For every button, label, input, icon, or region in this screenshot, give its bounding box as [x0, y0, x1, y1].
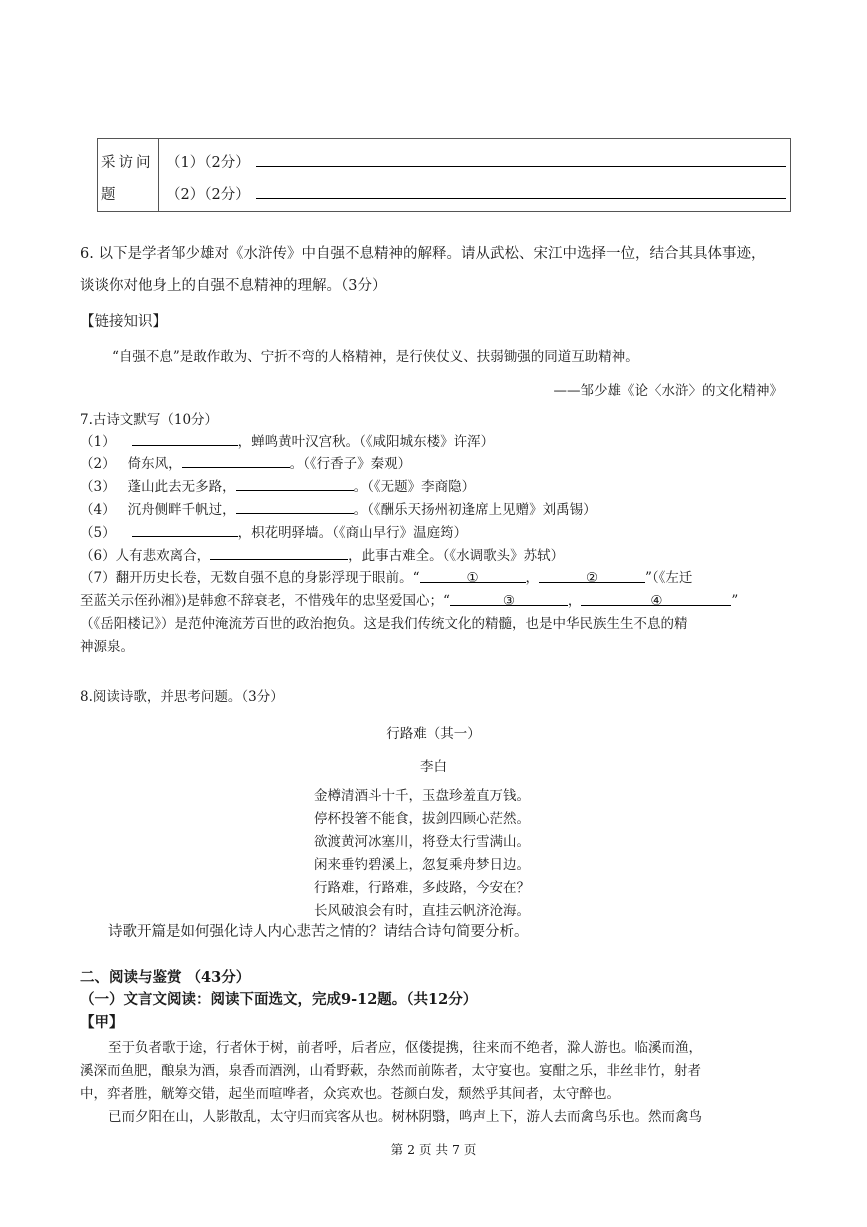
q7-item-3: [80, 476, 475, 497]
poem-line-6: 长风破浪会有时，直挂云帆济沧海。: [314, 903, 530, 919]
q6-line-2: 谈谈你对他身上的自强不息精神的理解。（3分）: [80, 278, 387, 294]
q7-item-7-b: ”（《左迁: [645, 570, 693, 586]
q7-item-5: [80, 522, 467, 543]
blank-marker-4: ④: [650, 593, 663, 609]
section-2-subtitle: （一）文言文阅读：阅读下面选文，完成9-12题。（共12分）: [80, 991, 478, 1008]
q7-item-4: [80, 499, 597, 520]
q7-title: 7.古诗文默写（10分）: [80, 412, 219, 428]
q7-item-6-text: ，此事古难全。（《水调歌头》苏轼）: [348, 548, 565, 564]
q7-item-3-text: 。（《无题》李商隐）: [353, 479, 476, 495]
q7-blank-7-1[interactable]: [420, 568, 526, 586]
interview-row-1: （1）（2分）: [166, 155, 250, 171]
section-2-title: 二、阅读与鉴赏 （43分）: [80, 969, 251, 986]
q7-item-4-text: 。（《酬乐天扬州初逢席上见赠》刘禹锡）: [353, 502, 597, 518]
interview-table: [97, 138, 791, 212]
q7-item-3-pre: 蓬山此去无多路，: [127, 479, 236, 495]
passage-jia-label: 【甲】: [80, 1014, 124, 1031]
interview-header-cell: [98, 139, 159, 211]
q7-blank-7-4[interactable]: [581, 591, 731, 609]
q7-item-7-c: 至蓝关示侄孙湘》)是韩愈不辞衰老，不惜残年的忠坚爱国心；“: [80, 593, 450, 609]
q7-item-2: [80, 453, 411, 474]
poem-line-1: 金樽清酒斗十千，玉盘珍羞直万钱。: [314, 788, 530, 804]
answer-line-1[interactable]: [256, 166, 786, 167]
q7-item-6: [80, 545, 564, 566]
answer-line-2[interactable]: [256, 198, 786, 199]
q7-item-2-text: 。（《行香子》秦观）: [289, 456, 412, 472]
poem-line-5: 行路难，行路难，多歧路，今安在？: [314, 880, 530, 896]
q7-item-7-line-2: [80, 591, 738, 611]
blank-marker-1: ①: [466, 570, 479, 586]
q7-item-4-pre: 沉舟侧畔千帆过，: [127, 502, 236, 518]
q7-item-1-text: ，蝉鸣黄叶汉宫秋。（《咸阳城东楼》许浑）: [237, 434, 495, 450]
q7-blank-5[interactable]: [132, 522, 238, 537]
q7-item-4-num: （4）: [80, 502, 116, 518]
interview-header-b: 题: [101, 187, 116, 203]
q7-item-7-d: ”: [731, 593, 739, 609]
q8-question: 诗歌开篇是如何强化诗人内心悲苦之情的？请结合诗句简要分析。: [108, 924, 529, 940]
q7-blank-1[interactable]: [132, 431, 238, 446]
q7-blank-7-2[interactable]: [539, 568, 645, 586]
interview-header-a: 采访问: [101, 155, 154, 171]
q7-item-5-text: ，枳花明驿墙。（《商山早行》温庭筠）: [237, 525, 468, 541]
q7-item-5-num: （5）: [80, 525, 116, 541]
passage-line-3: 中，弈者胜，觥筹交错，起坐而喧哗者，众宾欢也。苍颜白发，颓然乎其间者，太守醉也。: [80, 1086, 620, 1102]
q7-item-2-pre: 倚东风，: [127, 456, 182, 472]
link-knowledge-quote: “自强不息”是敢作敢为、宁折不弯的人格精神，是行侠仗义、扶弱锄强的同道互助精神。: [112, 349, 639, 365]
link-knowledge-title: 【链接知识】: [80, 314, 167, 330]
poem-author: 李白: [420, 759, 447, 775]
q7-blank-6[interactable]: [210, 545, 348, 560]
q7-item-1: [80, 431, 494, 452]
q7-item-3-num: （3）: [80, 479, 116, 495]
link-knowledge-cite: ——邹少雄《论〈水浒〉的文化精神》: [553, 383, 783, 399]
q7-blank-4[interactable]: [236, 499, 354, 514]
q6-line-1: 6. 以下是学者邹少雄对《水浒传》中自强不息精神的解释。请从武松、宋江中选择一位，结合其具体事迹，: [80, 246, 766, 262]
blank-marker-3: ③: [502, 593, 515, 609]
q7-blank-7-3[interactable]: [450, 591, 568, 609]
passage-line-1: 至于负者歌于途，行者休于树，前者呼，后者应，伛偻提携，往来而不绝者，滁人游也。临溪而渔，: [108, 1040, 702, 1056]
blank-marker-2: ②: [585, 570, 599, 586]
q7-item-6-pre: （6）人有悲欢离合，: [80, 548, 211, 564]
passage-line-2: 溪深而鱼肥，酿泉为酒，泉香而酒洌，山肴野蔌，杂然而前陈者，太守宴也。宴酣之乐，非丝非竹，射者: [80, 1063, 701, 1079]
passage-line-4: 已而夕阳在山，人影散乱，太守归而宾客从也。树林阴翳，鸣声上下，游人去而禽鸟乐也。然而禽鸟: [108, 1109, 702, 1125]
q7-blank-2[interactable]: [182, 453, 290, 468]
page-footer: 第 2 页 共 7 页: [390, 1142, 477, 1157]
poem-line-4: 闲来垂钓碧溪上，忽复乘舟梦日边。: [314, 857, 530, 873]
q7-item-7-line-1: [80, 568, 692, 588]
q7-comma-1: ，: [525, 570, 539, 586]
q7-blank-3[interactable]: [236, 476, 354, 491]
q7-item-1-num: （1）: [80, 434, 116, 450]
poem-line-3: 欲渡黄河冰塞川，将登太行雪满山。: [314, 834, 530, 850]
q7-item-2-num: （2）: [80, 456, 116, 472]
q7-item-7-a: （7）翻开历史长卷，无数自强不息的身影浮现于眼前。“: [80, 570, 420, 586]
poem-line-2: 停杯投箸不能食，拔剑四顾心茫然。: [314, 811, 530, 827]
interview-row-2: （2）（2分）: [166, 187, 250, 203]
q7-comma-2: ，: [567, 593, 582, 609]
poem-title: 行路难（其一）: [386, 726, 481, 742]
q7-item-7-line-4: 神源泉。: [80, 639, 134, 655]
q8-title: 8.阅读诗歌，并思考问题。（3分）: [80, 689, 284, 705]
q7-item-7-line-3: （《岳阳楼记》）是范仲淹流芳百世的政治抱负。这是我们传统文化的精髓，也是中华民族生生不息的精: [80, 616, 688, 632]
